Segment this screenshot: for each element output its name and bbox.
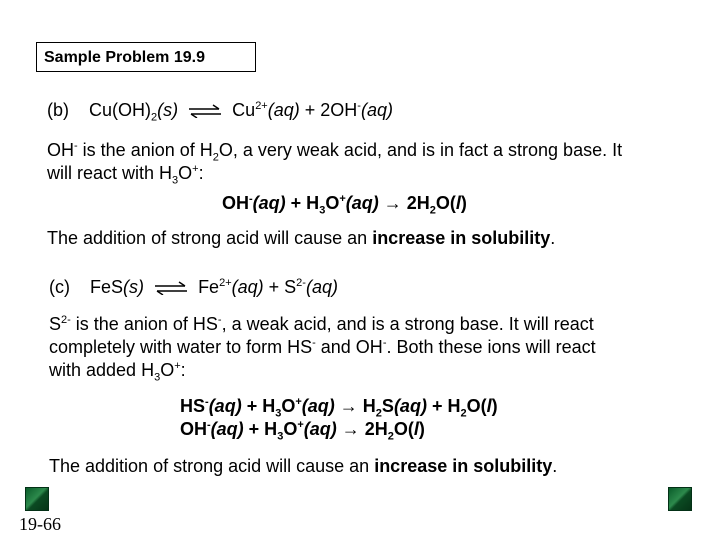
part-c-conclusion: The addition of strong acid will cause an increase in solubility. xyxy=(49,456,558,476)
part-c-explanation-line-1: $S^{2-}$ is the anion of HS-, a weak acid, and is a strong base. It will react xyxy=(49,314,594,334)
part-c-reaction-2: $OH^-(aq) + H_3O^+(aq) \to 2H_2O(l)$ xyxy=(180,419,425,443)
part-c-label: (c) xyxy=(49,277,70,297)
equilibrium-arrow-icon xyxy=(153,281,189,295)
part-b-explanation-line-2: will react with $H_3O^+$: xyxy=(47,163,204,187)
part-c-reaction-1: $HS^-(aq) + H_3O^+(aq) \to H_2S(aq) + H_2O(l)$ xyxy=(180,396,498,420)
sample-problem-title: Sample Problem 19.9 xyxy=(36,42,256,72)
part-c-explanation-line-2: completely with water to form HS- and OH-. Both these ions will react xyxy=(49,337,596,357)
part-b-equation xyxy=(47,99,393,122)
part-b-label: (b) xyxy=(47,100,69,120)
part-c-equation xyxy=(49,276,338,299)
equilibrium-arrow-icon xyxy=(187,104,223,118)
slide-nav-icon[interactable] xyxy=(668,487,692,511)
c-lhs: FeS(s) xyxy=(90,277,145,297)
part-b-conclusion: The addition of strong acid will cause an increase in solubility. xyxy=(47,228,556,248)
slide-nav-icon[interactable] xyxy=(25,487,49,511)
part-b-reaction: $OH^-(aq) + H_3O^+(aq) \to 2H_2O(l)$ xyxy=(222,193,467,217)
page-number: 19-66 xyxy=(19,514,61,534)
part-b-explanation-line-1: OH- is the anion of $H_2O$, a very weak acid, and is in fact a strong base. It xyxy=(47,140,623,164)
b-rhs: $Cu^{2+}(aq) + 2OH^-(aq)$ xyxy=(232,100,393,120)
b-lhs: $Cu(OH)_2(s)$ xyxy=(89,100,179,124)
c-rhs: $Fe^{2+}(aq) + S^{2-}(aq)$ xyxy=(198,277,338,297)
part-c-explanation-line-3: with added $H_3O^+$: xyxy=(49,360,186,384)
